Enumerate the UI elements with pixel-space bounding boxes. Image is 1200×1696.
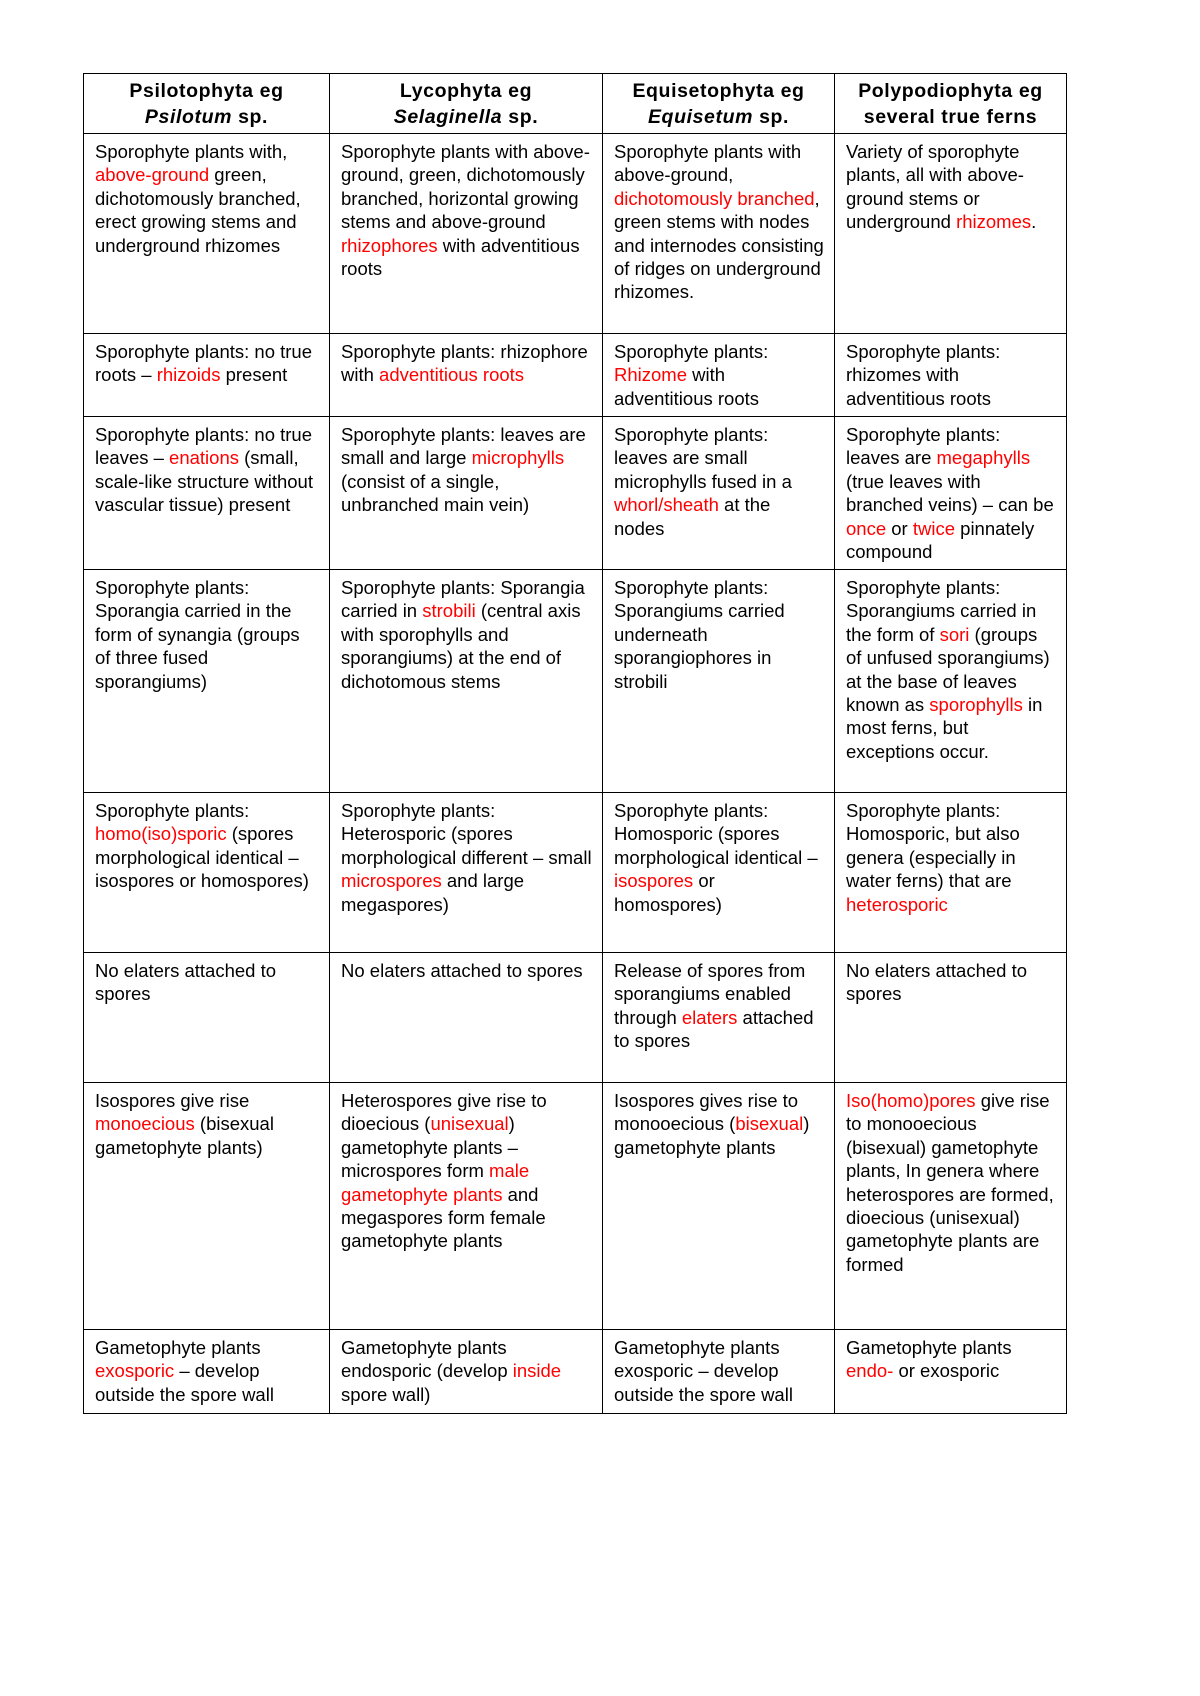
table-cell-equisetophyta bbox=[603, 570, 835, 793]
highlighted-term: microphylls bbox=[471, 447, 565, 469]
cell-text: – develop outside the spore wall bbox=[95, 1360, 274, 1405]
cell-text: Release of spores from sporangiums enabled through bbox=[614, 960, 806, 1028]
table-cell-polypodiophyta bbox=[835, 1330, 1067, 1414]
table-cell-psilotophyta bbox=[84, 334, 330, 417]
highlighted-term: endo- bbox=[846, 1360, 894, 1382]
table-cell-lycophyta bbox=[330, 1330, 603, 1414]
highlighted-term: male gametophyte plants bbox=[341, 1160, 530, 1205]
table-cell-polypodiophyta bbox=[835, 417, 1067, 570]
table-cell-psilotophyta bbox=[84, 570, 330, 793]
highlighted-term: unisexual bbox=[430, 1113, 509, 1135]
header-genus: Psilotum bbox=[144, 105, 233, 128]
table-cell-equisetophyta bbox=[603, 334, 835, 417]
cell-text: (true leaves with branched veins) – can be bbox=[846, 470, 1054, 516]
header-suffix: several true ferns bbox=[863, 105, 1038, 128]
cell-text: No elaters attached to spores bbox=[341, 960, 583, 981]
cell-text: Sporophyte plants with above-ground, green, dichotomously branched, horizontal growing stems and above-ground bbox=[341, 141, 590, 233]
cell-text: Sporophyte plants: Homosporic, but also genera (especially in water ferns) that are bbox=[846, 800, 1020, 892]
cell-text: Sporophyte plants: rhizomes with adventitious roots bbox=[846, 341, 1001, 409]
cell-text: Sporophyte plants: Sporangia carried in the form of synangia (groups of three fused sporangiums) bbox=[95, 577, 300, 692]
table-row bbox=[84, 953, 1067, 1083]
table-cell-lycophyta bbox=[330, 334, 603, 417]
cell-text: Sporophyte plants: bbox=[95, 800, 250, 821]
table-cell-lycophyta bbox=[330, 793, 603, 953]
table-cell-equisetophyta bbox=[603, 793, 835, 953]
cell-text: Gametophyte plants endosporic (develop bbox=[341, 1337, 513, 1382]
highlighted-term: twice bbox=[912, 517, 956, 539]
header-psilotophyta bbox=[84, 74, 330, 134]
header-title: Psilotophyta eg bbox=[129, 79, 284, 102]
cell-text: in most ferns, but exceptions occur. bbox=[846, 694, 1043, 762]
cell-text: Isospores give rise bbox=[95, 1090, 250, 1111]
cell-text: No elaters attached to spores bbox=[846, 960, 1027, 1005]
table-cell-equisetophyta bbox=[603, 1083, 835, 1330]
header-title: Equisetophyta eg bbox=[632, 79, 805, 102]
table-cell-equisetophyta bbox=[603, 953, 835, 1083]
highlighted-term: megaphylls bbox=[936, 447, 1031, 469]
header-genus: Equisetum bbox=[647, 105, 754, 128]
comparison-table bbox=[83, 73, 1067, 1414]
highlighted-term: Rhizome bbox=[614, 364, 687, 386]
table-cell-polypodiophyta bbox=[835, 793, 1067, 953]
table-cell-lycophyta bbox=[330, 1083, 603, 1330]
highlighted-term: sporophylls bbox=[929, 694, 1023, 716]
highlighted-term: heterosporic bbox=[846, 893, 948, 915]
highlighted-term: dichotomously branched bbox=[614, 187, 815, 209]
cell-text: pinnately compound bbox=[846, 517, 1035, 563]
highlighted-term: microspores bbox=[341, 870, 442, 892]
cell-text: give rise to monooecious (bisexual) gametophyte plants, In genera where heterospores are formed, dioecious (unisexual) gametophyte plants are formed bbox=[846, 1090, 1054, 1275]
cell-text: or homospores) bbox=[614, 870, 722, 915]
highlighted-term: isospores bbox=[614, 870, 694, 892]
header-lycophyta bbox=[330, 74, 603, 134]
cell-text: Sporophyte plants: Sporangiums carried underneath sporangiophores in strobili bbox=[614, 577, 785, 692]
cell-text: at the nodes bbox=[614, 494, 771, 539]
cell-text: Gametophyte plants bbox=[846, 1337, 1012, 1358]
table-row bbox=[84, 570, 1067, 793]
cell-text: or exosporic bbox=[893, 1360, 1000, 1382]
highlighted-term: exosporic bbox=[95, 1360, 175, 1382]
cell-text: (central axis with sporophylls and sporangiums) at the end of dichotomous stems bbox=[341, 600, 581, 692]
highlighted-term: monoecious bbox=[95, 1113, 195, 1135]
cell-text: attached to spores bbox=[614, 1006, 814, 1052]
table-cell-equisetophyta bbox=[603, 1330, 835, 1414]
highlighted-term: enations bbox=[169, 447, 239, 469]
table-cell-polypodiophyta bbox=[835, 334, 1067, 417]
table-cell-equisetophyta bbox=[603, 417, 835, 570]
table-row bbox=[84, 334, 1067, 417]
header-row bbox=[84, 74, 1067, 134]
table-cell-lycophyta bbox=[330, 570, 603, 793]
cell-text: Sporophyte plants: leaves are bbox=[846, 424, 1001, 469]
highlighted-term: rhizomes bbox=[956, 211, 1032, 233]
header-equisetophyta bbox=[603, 74, 835, 134]
highlighted-term: rhizophores bbox=[341, 234, 438, 256]
cell-text: . bbox=[1031, 211, 1037, 233]
table-row bbox=[84, 417, 1067, 570]
highlighted-term: above-ground bbox=[95, 164, 210, 186]
cell-text: with adventitious roots bbox=[614, 364, 760, 409]
cell-text: spore wall) bbox=[341, 1383, 431, 1405]
table-cell-polypodiophyta bbox=[835, 570, 1067, 793]
cell-text: ) gametophyte plants – microspores form bbox=[341, 1113, 518, 1182]
header-suffix: sp. bbox=[502, 105, 539, 128]
header-title: Lycophyta eg bbox=[399, 79, 533, 102]
cell-text: (consist of a single, unbranched main vein) bbox=[341, 470, 530, 516]
table-cell-psilotophyta bbox=[84, 1330, 330, 1414]
cell-text: Sporophyte plants: leaves are small and large bbox=[341, 424, 586, 469]
cell-text: Sporophyte plants with, bbox=[95, 141, 288, 162]
table-row bbox=[84, 1330, 1067, 1414]
cell-text: ) gametophyte plants bbox=[614, 1113, 810, 1158]
cell-text: Isospores gives rise to monooecious ( bbox=[614, 1090, 799, 1135]
cell-text: Gametophyte plants bbox=[95, 1337, 261, 1358]
highlighted-term: adventitious roots bbox=[379, 364, 525, 386]
cell-text: Sporophyte plants: Sporangiums carried in the form of bbox=[846, 577, 1037, 645]
table-cell-lycophyta bbox=[330, 417, 603, 570]
highlighted-term: inside bbox=[512, 1360, 562, 1382]
header-title: Polypodiophyta eg bbox=[858, 79, 1043, 102]
cell-text: (small, scale-like structure without vascular tissue) present bbox=[95, 447, 313, 516]
highlighted-term: whorl/sheath bbox=[614, 494, 719, 516]
cell-text: green, dichotomously branched, erect growing stems and underground rhizomes bbox=[95, 164, 301, 256]
cell-text: , green stems with nodes and internodes consisting of ridges on underground rhizomes. bbox=[614, 187, 824, 303]
cell-text: with adventitious roots bbox=[341, 234, 580, 280]
cell-text: Sporophyte plants: Sporangia carried in bbox=[341, 577, 585, 622]
cell-text: (spores morphological identical – isospores or homospores) bbox=[95, 823, 309, 892]
highlighted-term: sori bbox=[939, 623, 970, 645]
cell-text: Sporophyte plants: Heterosporic (spores morphological different – small bbox=[341, 800, 592, 868]
highlighted-term: Iso(homo)pores bbox=[846, 1090, 976, 1111]
cell-text: Sporophyte plants: Homosporic (spores morphological identical – bbox=[614, 800, 818, 868]
table-cell-psilotophyta bbox=[84, 793, 330, 953]
table-row bbox=[84, 134, 1067, 334]
header-suffix: sp. bbox=[753, 105, 790, 128]
highlighted-term: homo(iso)sporic bbox=[95, 823, 227, 845]
cell-text: Heterospores give rise to dioecious ( bbox=[341, 1090, 547, 1135]
cell-text: Sporophyte plants: no true roots – bbox=[95, 341, 313, 386]
cell-text: and megaspores form female gametophyte plants bbox=[341, 1183, 546, 1252]
table-cell-equisetophyta bbox=[603, 134, 835, 334]
table-row bbox=[84, 1083, 1067, 1330]
cell-text: Sporophyte plants: rhizophore with bbox=[341, 341, 588, 386]
cell-text: or bbox=[886, 517, 913, 539]
highlighted-term: bisexual bbox=[735, 1113, 804, 1135]
cell-text: Sporophyte plants: leaves are small microphylls fused in a bbox=[614, 424, 792, 492]
table-body bbox=[84, 134, 1067, 1414]
cell-text: Gametophyte plants exosporic – develop outside the spore wall bbox=[614, 1337, 793, 1405]
header-polypodiophyta bbox=[835, 74, 1067, 134]
table-cell-lycophyta bbox=[330, 953, 603, 1083]
cell-text: No elaters attached to spores bbox=[95, 960, 276, 1005]
highlighted-term: once bbox=[846, 517, 887, 539]
table-cell-psilotophyta bbox=[84, 1083, 330, 1330]
table-cell-psilotophyta bbox=[84, 134, 330, 334]
cell-text: Sporophyte plants: no true leaves – bbox=[95, 424, 313, 469]
header-suffix: sp. bbox=[232, 105, 269, 128]
cell-text: (groups of unfused sporangiums) at the base of leaves known as bbox=[846, 623, 1050, 716]
table-cell-psilotophyta bbox=[84, 417, 330, 570]
table-row bbox=[84, 793, 1067, 953]
cell-text: and large megaspores) bbox=[341, 870, 525, 915]
highlighted-term: rhizoids bbox=[156, 364, 221, 386]
table-cell-psilotophyta bbox=[84, 953, 330, 1083]
table-cell-polypodiophyta bbox=[835, 953, 1067, 1083]
cell-text: Sporophyte plants: bbox=[614, 341, 769, 362]
cell-text: Sporophyte plants with above-ground, bbox=[614, 141, 802, 186]
table-cell-polypodiophyta bbox=[835, 1083, 1067, 1330]
highlighted-term: strobili bbox=[422, 600, 476, 622]
cell-text: (bisexual gametophyte plants) bbox=[95, 1113, 274, 1158]
cell-text: Variety of sporophyte plants, all with above-ground stems or underground bbox=[846, 141, 1024, 233]
cell-text: present bbox=[220, 364, 288, 386]
table-cell-lycophyta bbox=[330, 134, 603, 334]
header-genus: Selaginella bbox=[393, 105, 503, 128]
highlighted-term: elaters bbox=[681, 1006, 738, 1028]
table-cell-polypodiophyta bbox=[835, 134, 1067, 334]
